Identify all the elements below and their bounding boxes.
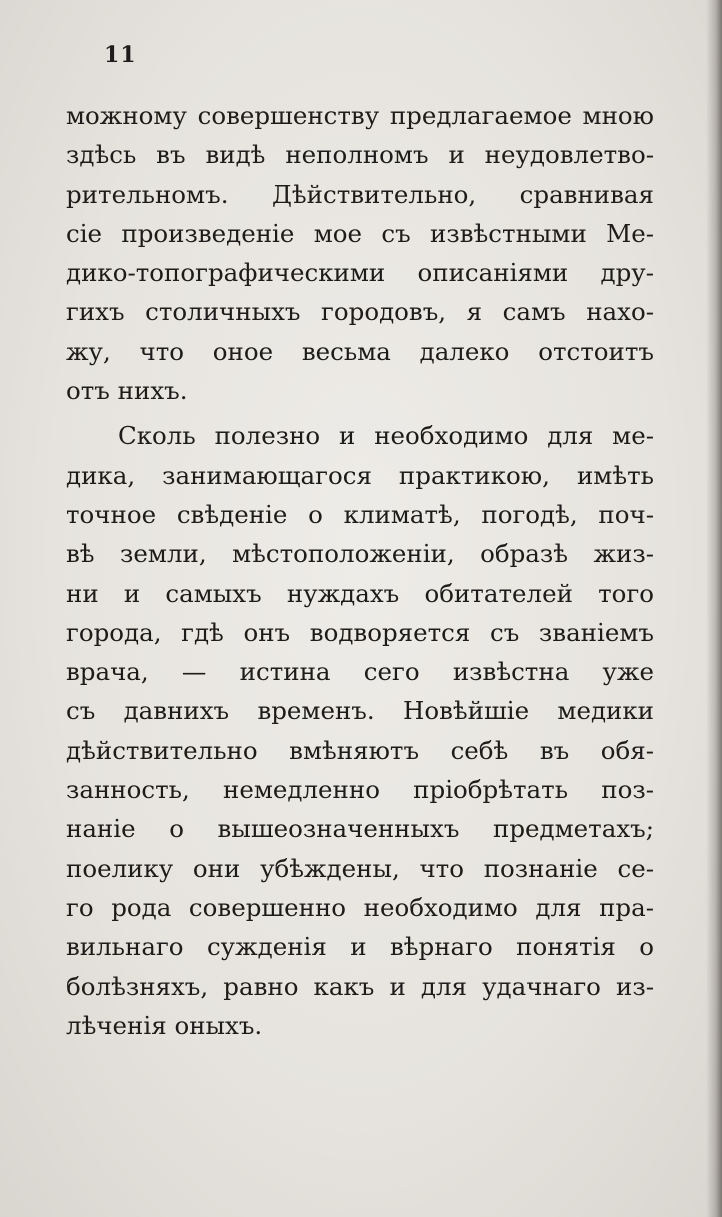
text-line: сіе произведеніе мое съ извѣстными Ме- — [66, 218, 654, 248]
text-line: города, гдѣ онъ водворяется съ званіемъ — [66, 617, 654, 647]
text-line: го рода совершенно необходимо для пра- — [66, 892, 654, 922]
text-line: дика, занимающагося практикою, имѣть — [66, 460, 654, 490]
text-line: ни и самыхъ нуждахъ обитателей того — [66, 578, 654, 608]
text-line: можному совершенству предлагаемое мною — [66, 101, 654, 130]
text-line: поелику они убѣждены, что познаніе се- — [66, 853, 654, 883]
text-line: точное свѣденіе о климатѣ, погодѣ, поч- — [66, 499, 654, 529]
text-line: дѣйствительно вмѣняютъ себѣ въ обя- — [66, 735, 654, 765]
text-line: гихъ столичныхъ городовъ, я самъ нахо- — [66, 297, 654, 327]
paragraph-2 — [66, 416, 654, 1045]
text-line: дико-топографическими описаніями дру- — [66, 258, 654, 288]
text-line: отъ нихъ. — [66, 376, 188, 406]
page-edge-shadow — [706, 0, 722, 1217]
text-line: лѣченія оныхъ. — [66, 1010, 263, 1040]
text-line: врача, — истина сего извѣстна уже — [66, 657, 654, 687]
text-line: вильнаго сужденія и вѣрнаго понятія о — [66, 932, 654, 962]
text-line: вѣ земли, мѣстоположеніи, образѣ жиз- — [66, 539, 654, 569]
text-line: жу, что оное весьма далеко отстоитъ — [66, 336, 654, 366]
text-line: наніе о вышеозначенныхъ предметахъ; — [66, 814, 654, 844]
text-line: рительномъ. Дѣйствительно, сравнивая — [66, 179, 654, 209]
body-text — [66, 96, 654, 1045]
text-line: здѣсь въ видѣ неполномъ и неудовлетво- — [66, 140, 654, 170]
page-number: 11 — [104, 42, 137, 68]
text-line: занность, немедленно пріобрѣтать поз- — [66, 775, 654, 805]
text-line: Сколь полезно и необходимо для ме- — [118, 421, 654, 451]
paragraph-1 — [66, 96, 654, 410]
text-line: болѣзняхъ, равно какъ и для удачнаго из- — [66, 971, 654, 1001]
text-line: съ давнихъ временъ. Новѣйшіе медики — [66, 696, 654, 726]
